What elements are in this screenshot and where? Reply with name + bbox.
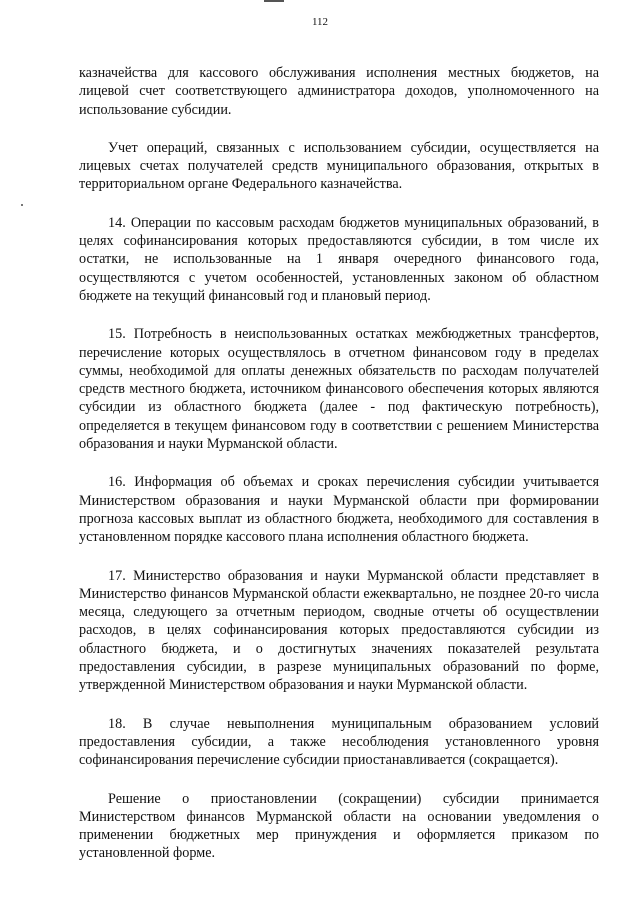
paragraph-15: 15. Потребность в неиспользованных остатках межбюджетных трансфертов, перечисление которых осуществлялось в отчетном финансовом году в пределах суммы, необходимой для оплаты денежных обязательств по расходам получателей средств местного бюджета, источником финансового обеспечения которых являются субсидии из областного бюджета (далее - под фактическую потребность), определяется в текущем финансовом году в соответствии с решением Министерства образования и науки Мурманской области.	[79, 326, 599, 453]
page-number: 112	[311, 16, 329, 28]
paragraph-14: 14. Операции по кассовым расходам бюджетов муниципальных образований, в целях софинансирования которых предоставляются субсидии, в том числе их остатки, не использованные на 1 января очередного финансового года, осуществляются с учетом особенностей, установленных законом об областном бюджете на текущий финансовый год и плановый период.	[79, 214, 599, 304]
paragraph-17: 17. Министерство образования и науки Мурманской области представляет в Министерство финансов Мурманской области ежеквартально, не позднее 20-го числа месяца, следующего за отчетным периодом, сводные отчеты об осуществлении расходов, в целях софинансирования которых предоставляются субсидии из областного бюджета, и о достигнутых значениях показателей результата предоставления субсидии, в разрезе муниципальных образований по форме, утвержденной Министерством образования и науки Мурманской области.	[79, 567, 599, 694]
scan-margin-dot	[21, 204, 23, 206]
scan-top-mark	[264, 0, 284, 2]
paragraph-decision: Решение о приостановлении (сокращении) субсидии принимается Министерством финансов Мурманской области на основании уведомления о применении бюджетных мер принуждения и оформляется приказом по установленной форме.	[79, 790, 599, 862]
paragraph-accounting: Учет операций, связанных с использованием субсидии, осуществляется на лицевых счетах получателей средств муниципального образования, открытых в территориальном органе Федерального казначейства.	[79, 139, 599, 193]
paragraph-16: 16. Информация об объемах и сроках перечисления субсидии учитывается Министерством образования и науки Мурманской области при формировании прогноза кассовых выплат из областного бюджета, необходимого для составления в установленном порядке кассового плана исполнения областного бюджета.	[79, 474, 599, 546]
paragraph-18: 18. В случае невыполнения муниципальным образованием условий предоставления субсидии, а также несоблюдения установленного уровня софинансирования перечисление субсидии приостанавливается (сокращается).	[79, 715, 599, 769]
paragraph-continuation: казначейства для кассового обслуживания исполнения местных бюджетов, на лицевой счет соответствующего администратора доходов, уполномоченного на использование субсидии.	[79, 65, 599, 118]
document-body	[79, 64, 599, 883]
